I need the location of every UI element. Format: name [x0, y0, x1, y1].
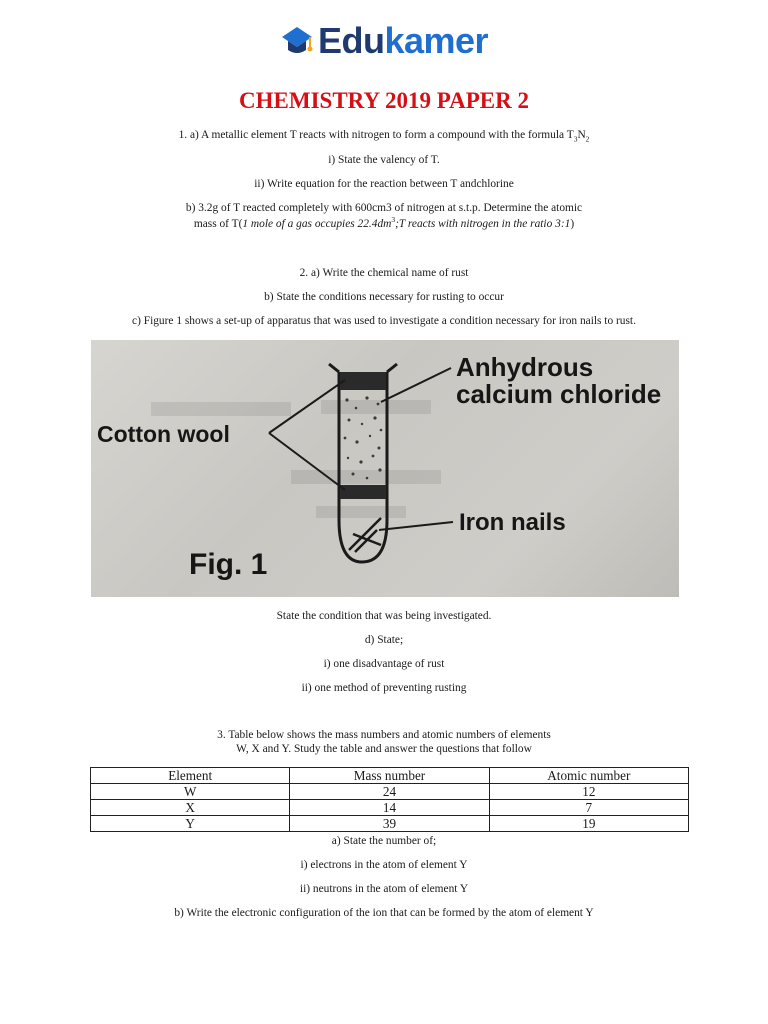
table-header: Atomic number [489, 768, 688, 784]
iron-nails-drawing [349, 518, 381, 552]
q2-c: c) Figure 1 shows a set-up of apparatus that was used to investigate a condition necessary for iron nails to rust. [132, 315, 636, 327]
q3-intro-line1: 3. Table below shows the mass numbers and atomic numbers of elements [217, 729, 551, 741]
q3-intro-line2: W, X and Y. Study the table and answer the questions that follow [236, 743, 532, 755]
q3-a: a) State the number of; [331, 835, 437, 847]
figure-label-cotton-wool: Cotton wool [97, 421, 230, 447]
edukamer-logo[interactable] [0, 18, 768, 64]
figure-label-iron-nails: Iron nails [459, 509, 566, 536]
table-cell: 39 [290, 816, 489, 832]
q2-d-ii: ii) one method of preventing rusting [301, 682, 467, 694]
q2-d: d) State; [364, 634, 404, 646]
q1-a-i: i) State the valency of T. [328, 154, 440, 166]
table-cell: X [91, 800, 290, 816]
figure-1-apparatus [91, 340, 679, 597]
table-cell: Y [91, 816, 290, 832]
table-row [91, 816, 689, 832]
q1-b-line2: mass of T(1 mole of a gas occupies $22.4dm^3;T$ reacts with nitrogen in the ratio 3:1) [193, 215, 575, 230]
table-header: Element [91, 768, 290, 784]
table-cell: 14 [290, 800, 489, 816]
figure-label-anhydrous: Anhydrous [456, 352, 594, 382]
table-cell: 19 [489, 816, 688, 832]
table-row [91, 800, 689, 816]
q2-a: 2. a) Write the chemical name of rust [299, 267, 469, 279]
q2-d-i: i) one disadvantage of rust [323, 658, 445, 670]
table-header-row [91, 768, 689, 784]
table-cell: W [91, 784, 290, 800]
q1-b-line1: b) 3.2g of T reacted completely with 600cm3 of nitrogen at s.t.p. Determine the atomic [185, 202, 583, 214]
table-cell: 12 [489, 784, 688, 800]
table-cell: 24 [290, 784, 489, 800]
test-tube [329, 364, 397, 562]
figure-label-calcium-chloride: calcium chloride [456, 379, 662, 409]
q1-a-ii: ii) Write equation for the reaction between T andchlorine [254, 178, 514, 190]
table-row [91, 784, 689, 800]
q3-a-i: i) electrons in the atom of element Y [300, 859, 468, 871]
elements-table [90, 767, 689, 832]
cotton-wool-bottom [340, 485, 386, 499]
table-header: Mass number [290, 768, 489, 784]
graduation-cap-icon [280, 24, 314, 58]
q1-a: 1. a) A metallic element T reacts with nitrogen to form a compound with the formula $T_3N_2$ [178, 129, 590, 144]
figure-label-fig1: Fig. 1 [189, 548, 268, 581]
brand-name: Edukamer [317, 20, 489, 61]
q2-state-condition: State the condition that was being investigated. [276, 610, 492, 622]
q3-b: b) Write the electronic configuration of the ion that can be formed by the atom of element Y [174, 907, 594, 919]
table-cell: 7 [489, 800, 688, 816]
q2-b: b) State the conditions necessary for rusting to occur [264, 291, 504, 303]
page-title: CHEMISTRY 2019 PAPER 2 [239, 88, 529, 113]
q3-a-ii: ii) neutrons in the atom of element Y [299, 883, 469, 895]
cotton-wool-top [340, 372, 386, 390]
